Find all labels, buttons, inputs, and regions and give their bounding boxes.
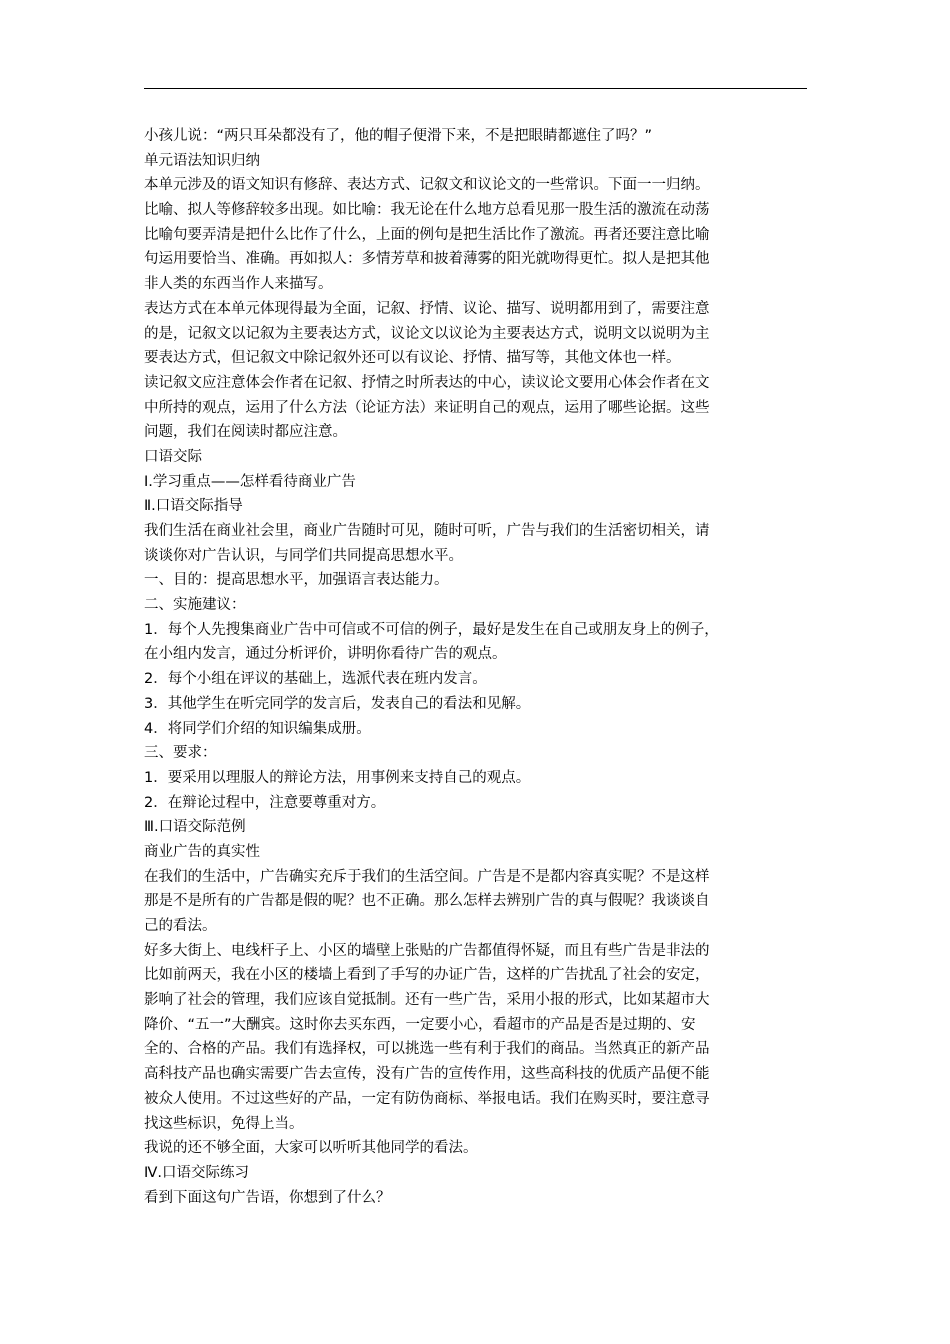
list-item: 2．每个小组在评议的基础上，选派代表在班内发言。 bbox=[144, 671, 487, 688]
text-line: 三、要求： bbox=[144, 745, 217, 762]
document-body bbox=[144, 124, 807, 1210]
text-line: 读记叙文应注意体会作者在记叙、抒情之时所表达的中心，读议论文要用心体会作者在文 bbox=[144, 374, 710, 391]
text-line: 在我们的生活中，广告确实充斥于我们的生活空间。广告是不是都内容真实呢？不是这样 bbox=[144, 868, 710, 885]
subsection-heading: Ⅲ.口语交际范例 bbox=[144, 819, 246, 836]
text-line: 好多大街上、电线杆子上、小区的墙壁上张贴的广告都值得怀疑，而且有些广告是非法的 bbox=[144, 942, 710, 959]
text-line: 的是，记叙文以记叙为主要表达方式，议论文以议论为主要表达方式，说明文以说明为主 bbox=[144, 325, 710, 342]
text-line: 己的看法。 bbox=[144, 918, 217, 934]
text-line: 二、实施建议： bbox=[144, 597, 246, 614]
list-item: 3．其他学生在听完同学的发言后，发表自己的看法和见解。 bbox=[144, 695, 531, 712]
list-item: 1．要采用以理服人的辩论方法，用事例来支持自己的观点。 bbox=[144, 769, 531, 786]
text-line: 本单元涉及的语文知识有修辞、表达方式、记叙文和议论文的一些常识。下面一一归纳。 bbox=[144, 177, 710, 194]
text-line: 找这些标识，免得上当。 bbox=[144, 1115, 304, 1132]
text-line: 表达方式在本单元体现得最为全面，记叙、抒情、议论、描写、说明都用到了，需要注意 bbox=[144, 300, 710, 317]
section-heading: 口语交际 bbox=[144, 448, 202, 465]
text-line: 比如前两天，我在小区的楼墙上看到了手写的办证广告，这样的广告扰乱了社会的安定， bbox=[144, 967, 710, 984]
text-line: 句运用要恰当、准确。再如拟人：多情芳草和披着薄雾的阳光就吻得更忙。拟人是把其他 bbox=[144, 251, 710, 268]
section-heading: 单元语法知识归纳 bbox=[144, 152, 260, 169]
text-line: 全的、合格的产品。我们有选择权，可以挑选一些有利于我们的商品。当然真正的新产品 bbox=[144, 1041, 710, 1058]
text-line: 我说的还不够全面，大家可以听听其他同学的看法。 bbox=[144, 1140, 478, 1157]
text-line: 一、目的：提高思想水平，加强语言表达能力。 bbox=[144, 572, 449, 589]
subsection-heading: Ⅳ.口语交际练习 bbox=[144, 1164, 249, 1181]
text-line: 非人类的东西当作人来描写。 bbox=[144, 276, 333, 293]
text-line: 我们生活在商业社会里，商业广告随时可见，随时可听，广告与我们的生活密切相关，请 bbox=[144, 523, 710, 539]
text-line: 被众人使用。不过这些好的产品，一定有防伪商标、举报电话。我们在购买时，要注意寻 bbox=[144, 1090, 710, 1107]
text-line: 比喻、拟人等修辞较多出现。如比喻：我无论在什么地方总看见那一股生活的激流在动荡 bbox=[144, 202, 710, 219]
text-line: 影响了社会的管理，我们应该自觉抵制。还有一些广告，采用小报的形式，比如某超市大 bbox=[144, 992, 710, 1009]
text-line: 在小组内发言，通过分析评价，讲明你看待广告的观点。 bbox=[144, 646, 507, 663]
subsection-heading: Ⅱ.口语交际指导 bbox=[144, 498, 243, 515]
example-title: 商业广告的真实性 bbox=[144, 843, 260, 860]
text-line: 要表达方式，但记叙文中除记叙外还可以有议论、抒情、描写等，其他文体也一样。 bbox=[144, 350, 681, 367]
text-line: 中所持的观点，运用了什么方法（论证方法）来证明自己的观点，运用了哪些论据。这些 bbox=[144, 399, 710, 416]
text-line: 看到下面这句广告语，你想到了什么？ bbox=[144, 1189, 391, 1206]
subsection-heading: Ⅰ.学习重点——怎样看待商业广告 bbox=[144, 473, 356, 490]
text-line: 比喻句要弄清是把什么比作了什么，上面的例句是把生活比作了激流。再者还要注意比喻 bbox=[144, 226, 710, 243]
header-rule bbox=[144, 88, 807, 89]
text-line: 降价、“五一”大酬宾。这时你去买东西，一定要小心，看超市的产品是否是过期的、安 bbox=[144, 1016, 696, 1033]
list-item: 4．将同学们介绍的知识编集成册。 bbox=[144, 720, 371, 737]
list-item: 1．每个人先搜集商业广告中可信或不可信的例子，最好是发生在自己或朋友身上的例子， bbox=[144, 621, 719, 638]
text-line: 那是不是所有的广告都是假的呢？也不正确。那么怎样去辨别广告的真与假呢？我谈谈自 bbox=[144, 893, 710, 910]
list-item: 2．在辩论过程中，注意要尊重对方。 bbox=[144, 794, 386, 811]
text-line: 谈谈你对广告认识，与同学们共同提高思想水平。 bbox=[144, 547, 463, 564]
text-line: 问题，我们在阅读时都应注意。 bbox=[144, 424, 347, 441]
text-line: 高科技产品也确实需要广告去宣传，没有广告的宣传作用，这些高科技的优质产品便不能 bbox=[144, 1066, 710, 1083]
text-line: 小孩儿说：“两只耳朵都没有了，他的帽子便滑下来，不是把眼睛都遮住了吗？” bbox=[144, 128, 653, 144]
